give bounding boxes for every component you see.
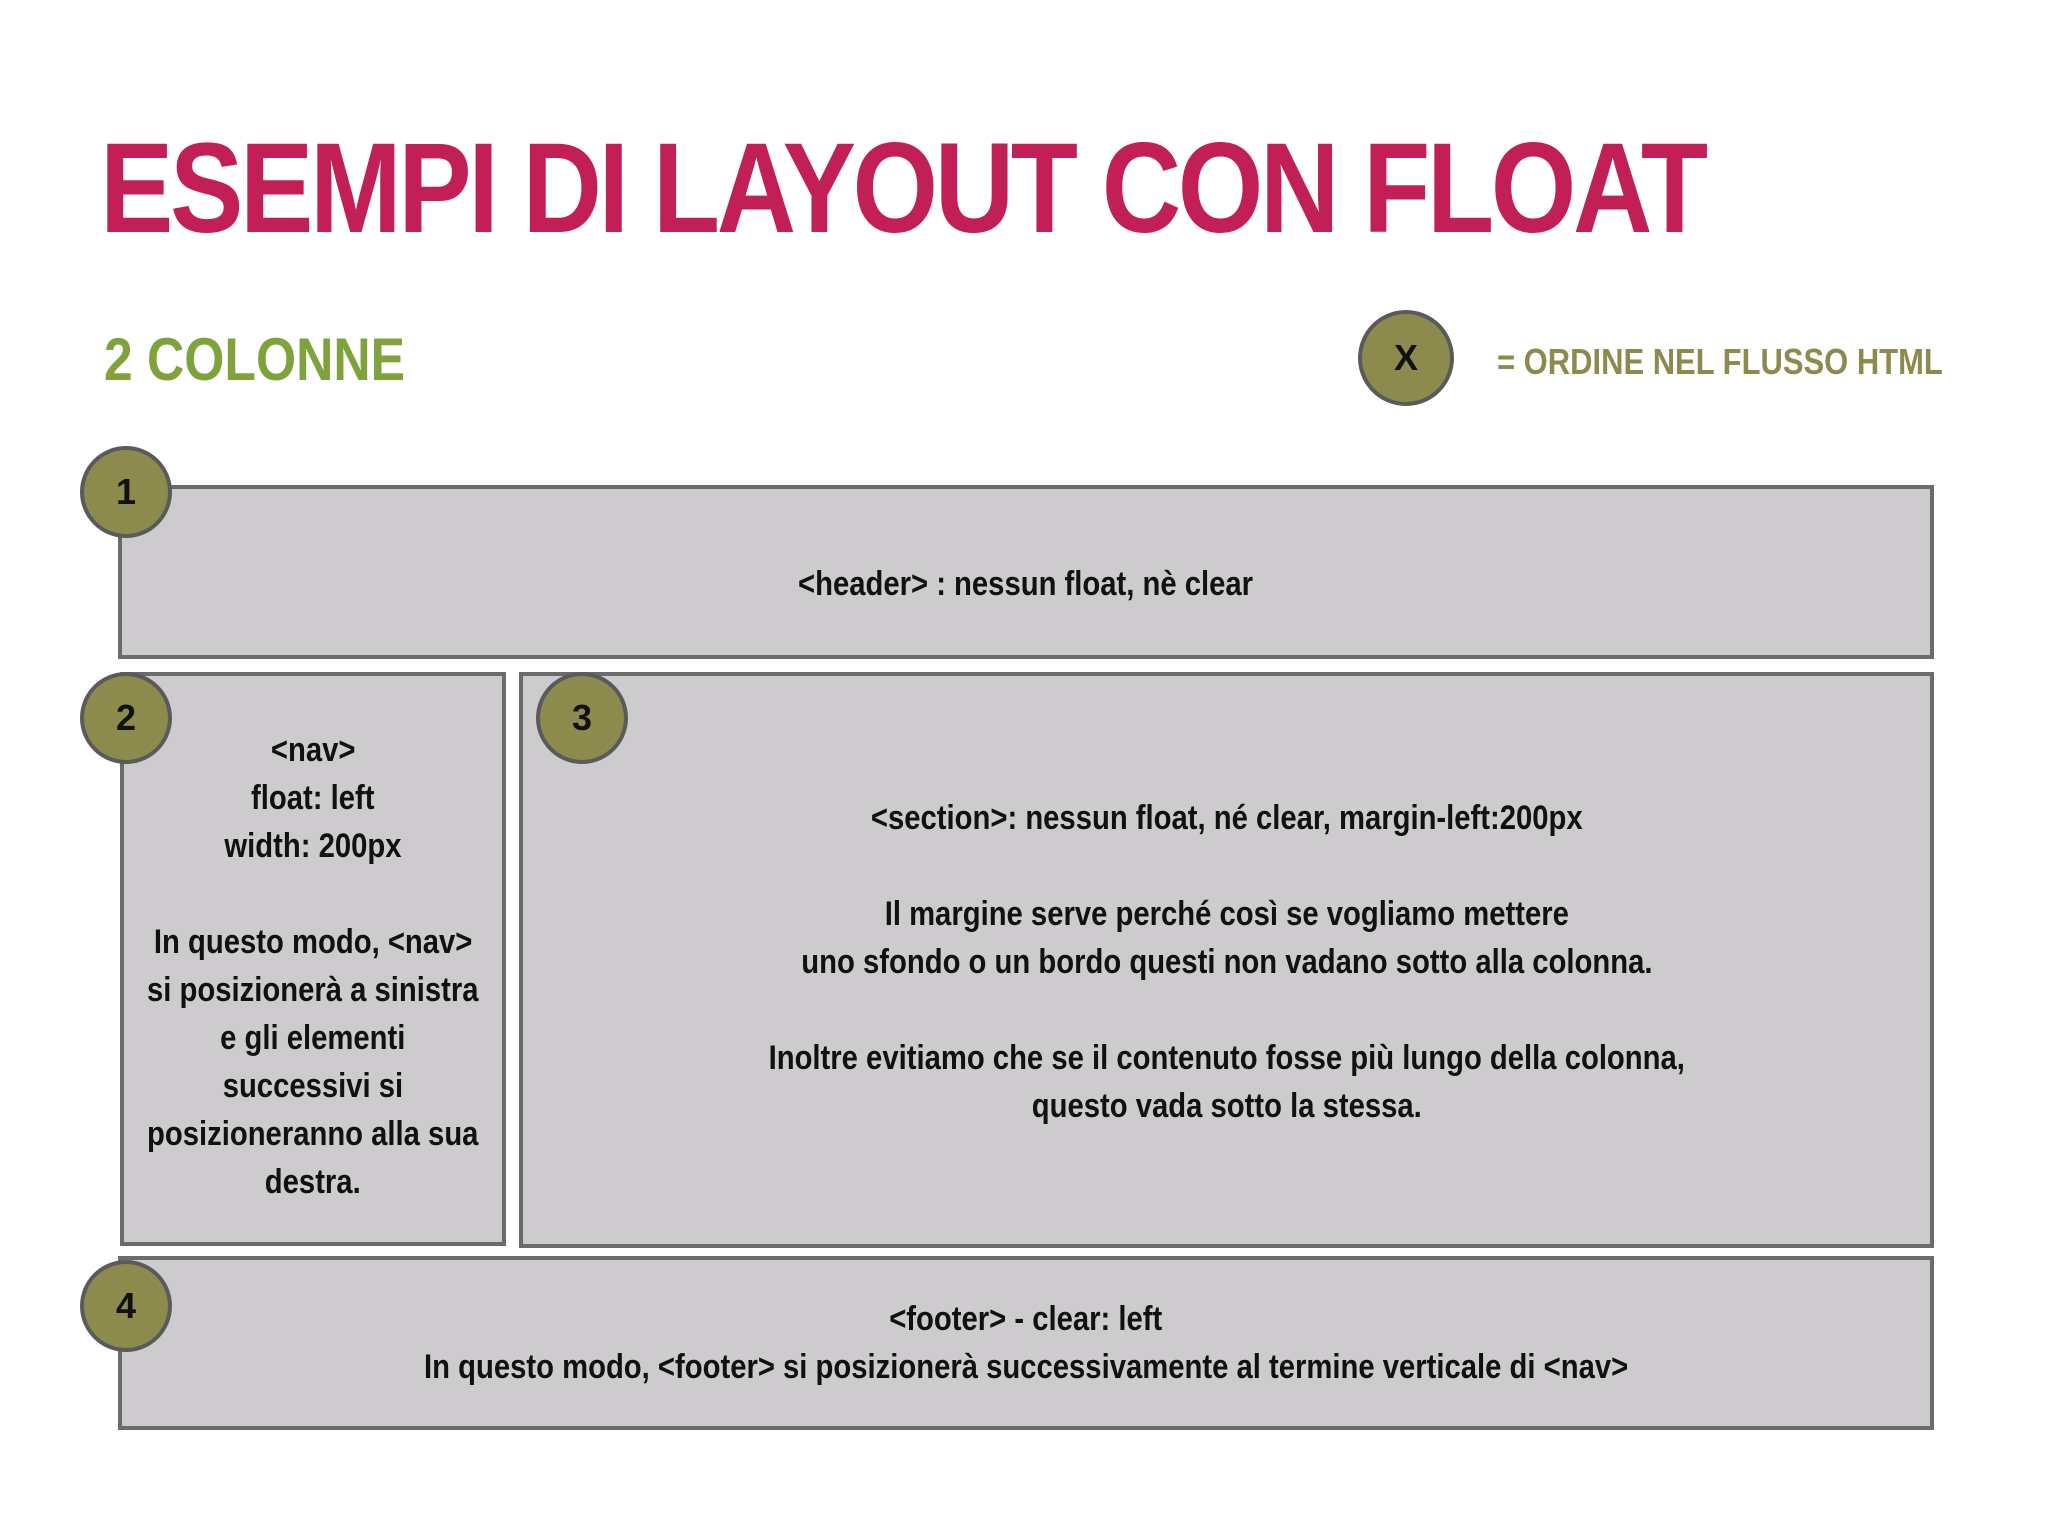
legend-text: = ORDINE NEL FLUSSO HTML [1497,341,1943,382]
slide-subtitle: 2 COLONNE [104,326,406,393]
nav-block [120,672,506,1246]
nav-block-line: In questo modo, <nav> [153,923,473,961]
order-badge-header: 1 [80,446,172,538]
section-block-line: <section>: nessun float, né clear, margin-left:200px [870,799,1583,837]
nav-block-line: float: left [251,779,375,817]
footer-block [118,1256,1934,1430]
section-block-line: questo vada sotto la stessa. [1031,1087,1422,1125]
footer-block-line: <footer> - clear: left [889,1300,1163,1338]
header-block [118,485,1934,659]
section-block-line: Il margine serve perché così se vogliamo mettere [884,895,1569,933]
slide-title: ESEMPI DI LAYOUT CON FLOAT [100,117,1705,260]
legend-order-badge: X [1358,310,1454,406]
nav-block-line: si posizionerà a sinistra [147,971,479,1009]
nav-block-line: posizioneranno alla sua [147,1115,479,1153]
nav-block-line: width: 200px [224,827,402,865]
section-block [519,672,1934,1248]
nav-block-line: destra. [265,1163,361,1201]
section-block-line: Inoltre evitiamo che se il contenuto fosse più lungo della colonna, [768,1039,1685,1077]
order-badge-nav: 2 [80,672,172,764]
section-block-line: uno sfondo o un bordo questi non vadano sotto alla colonna. [800,943,1653,981]
order-badge-footer: 4 [80,1260,172,1352]
order-badge-section: 3 [536,672,628,764]
header-block-line: <header> : nessun float, nè clear [798,565,1254,603]
footer-block-line: In questo modo, <footer> si posizionerà successivamente al termine verticale di <nav> [423,1348,1629,1386]
nav-block-line: e gli elementi [220,1019,406,1057]
nav-block-line: successivi si [222,1067,404,1105]
nav-block-line: <nav> [270,731,356,769]
